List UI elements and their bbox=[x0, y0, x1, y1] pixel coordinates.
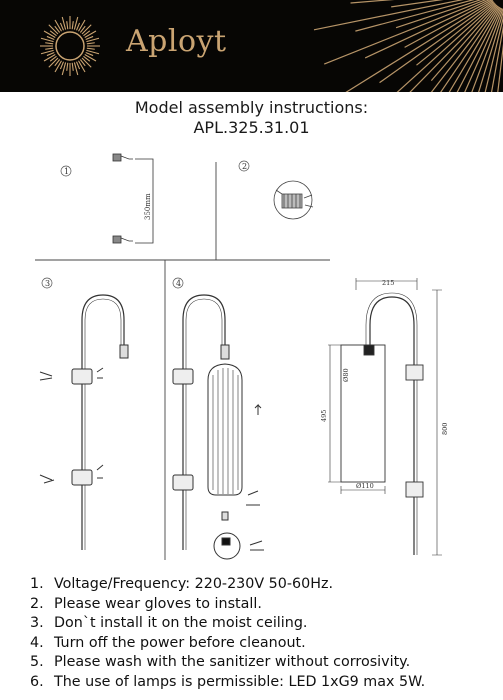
list-item: 2. Please wear gloves to install. bbox=[30, 595, 262, 612]
installation-notes-list bbox=[30, 575, 500, 693]
brand-banner bbox=[0, 0, 503, 92]
step-4-lamp-assembly bbox=[173, 295, 264, 559]
list-item: 4. Turn off the power before cleanout. bbox=[30, 634, 306, 651]
banner-art bbox=[0, 0, 503, 92]
step-3-label: 3 bbox=[45, 279, 51, 288]
dimension-d110: Ø110 bbox=[356, 482, 374, 490]
assembly-diagram bbox=[0, 150, 503, 560]
dimensioned-side-view bbox=[328, 278, 442, 555]
step-3-rod-assembly bbox=[40, 295, 128, 550]
step-1-label: 1 bbox=[64, 167, 70, 176]
list-item: 5. Please wash with the sanitizer without corrosivity. bbox=[30, 654, 411, 671]
dimension-d80: Ø80 bbox=[342, 368, 350, 382]
document-title: Model assembly instructions: bbox=[134, 98, 369, 117]
terminal-block-icon bbox=[274, 181, 313, 219]
list-item: 6. The use of lamps is permissible: LED 1xG9 max 5W. bbox=[30, 673, 426, 690]
list-item: 1. Voltage/Frequency: 220-230V 50-60Hz. bbox=[30, 576, 334, 592]
step-4-label: 4 bbox=[176, 279, 182, 288]
dimension-800: 800 bbox=[441, 422, 449, 435]
model-number: APL.325.31.01 bbox=[193, 118, 310, 137]
step-2-label: 2 bbox=[242, 162, 248, 171]
dimension-495: 495 bbox=[320, 409, 328, 422]
dimension-215: 215 bbox=[382, 279, 395, 287]
list-item: 3. Don`t install it on the moist ceiling. bbox=[30, 615, 308, 632]
brand-logo-text: Aployt bbox=[126, 24, 227, 59]
sunburst-rays-decoration bbox=[310, 0, 503, 92]
dimension-350mm: 350mm bbox=[144, 193, 152, 220]
